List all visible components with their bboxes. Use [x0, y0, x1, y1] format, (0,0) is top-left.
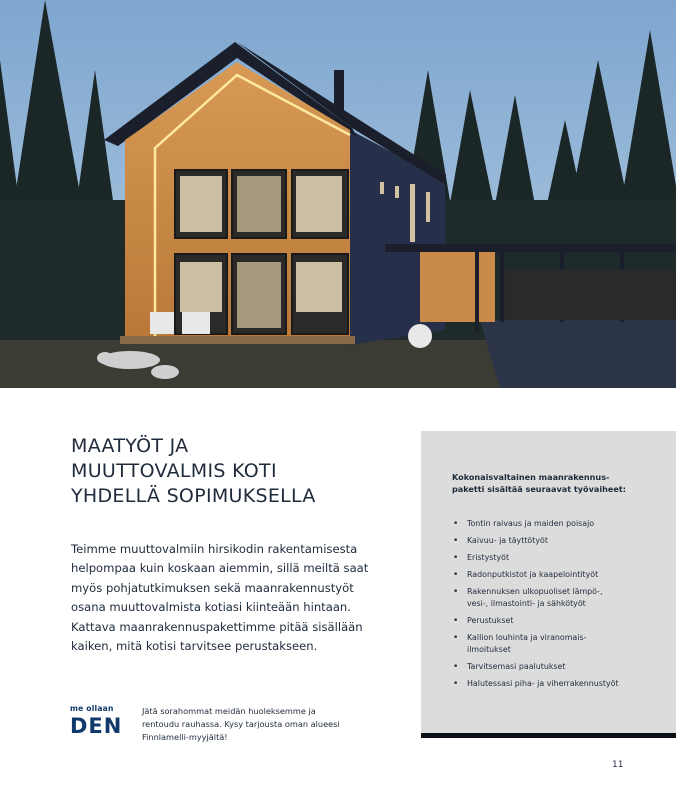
list-item [452, 535, 662, 547]
logo-wordmark: DEN [70, 714, 123, 738]
list-item [452, 586, 662, 610]
list-item [452, 615, 662, 627]
note-line: rentoudu rauhassa. Kysy tarjousta oman alueesi [142, 719, 340, 729]
heading-line: Kokonaisvaltainen maanrakennus- [452, 472, 610, 482]
body-line: kaiken, mitä kotisi tarvitsee perustakseen. [71, 639, 318, 654]
body-line: myös pohjatutkimuksen sekä maanrakennustyöt [71, 580, 354, 595]
list-item [452, 678, 662, 690]
body-paragraph [71, 540, 371, 656]
list-item-line: • Tontin raivaus ja maiden poisajo [467, 519, 595, 528]
title-line: MUUTTOVALMIS KOTI [71, 460, 277, 482]
list-item-line: • Kaivuu- ja täyttötyöt [467, 536, 548, 545]
body-line: osana muuttovalmista kotiasi kiinteään hintaan. [71, 600, 351, 615]
list-item-line: • Halutessasi piha- ja viherrakennustyöt [467, 679, 619, 688]
list-item-line: • Radonputkistot ja kaapelointityöt [467, 570, 599, 579]
contact-note [142, 705, 352, 744]
body-line: helpompaa kuin koskaan aiemmin, sillä meiltä saat [71, 561, 369, 576]
page-number: 11 [612, 760, 624, 770]
note-line: Finnlamelli-myyjältä! [142, 732, 228, 742]
title-line: MAATYÖT JA [71, 435, 189, 457]
house-illustration [0, 0, 676, 388]
list-item-line: • Rakennuksen ulkopuoliset lämpö-, [467, 587, 603, 596]
list-item [452, 552, 662, 564]
work-phase-list [452, 518, 662, 690]
title-line: YHDELLÄ SOPIMUKSELLA [71, 485, 316, 507]
list-item-line: vesi-, ilmastointi- ja sähkötyöt [467, 599, 586, 608]
list-item-line: • Eristystyöt [467, 553, 510, 562]
page-title [71, 434, 401, 509]
list-item [452, 661, 662, 673]
note-line: Jätä sorahommat meidän huoleksemme ja [142, 706, 316, 716]
heading-line: paketti sisältää seuraavat työvaiheet: [452, 484, 626, 494]
house-photo [0, 0, 676, 388]
body-line: Teimme muuttovalmiin hirsikodin rakentamisesta [71, 542, 358, 556]
logo-tagline: me ollaan [70, 704, 114, 713]
den-logo [70, 704, 123, 738]
list-item [452, 569, 662, 581]
list-item-line: • Perustukset [467, 616, 514, 625]
list-item [452, 632, 662, 656]
list-item [452, 518, 662, 530]
list-item-line: • Kallion louhinta ja viranomais- [467, 633, 587, 642]
info-box-bottom-bar [421, 733, 676, 738]
body-line: Kattava maanrakennuspakettimme pitää sisällään [71, 619, 363, 634]
list-item-line: ilmoitukset [467, 645, 511, 654]
list-item-line: • Tarvitsemasi paalutukset [467, 662, 566, 671]
info-box-heading [452, 471, 626, 495]
